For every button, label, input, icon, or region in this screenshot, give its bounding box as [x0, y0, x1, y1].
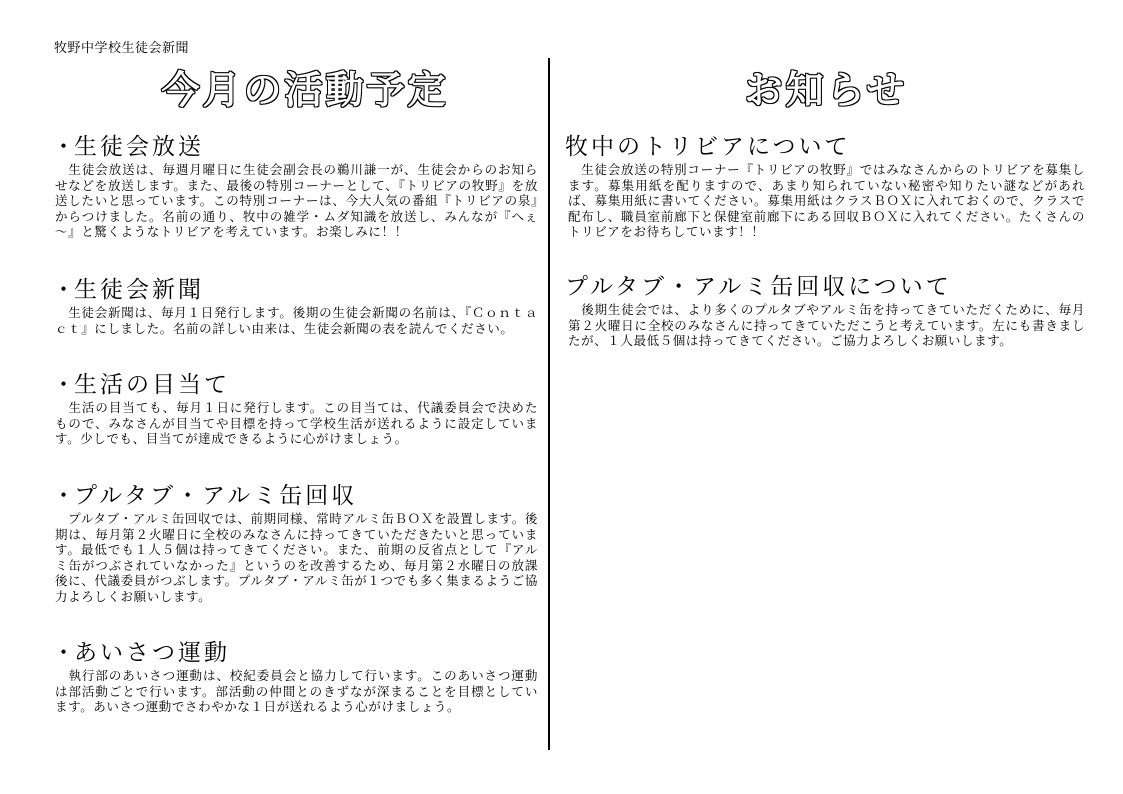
section-heading: ・生徒会新聞 — [52, 277, 204, 303]
section-heading: ・生活の目当て — [52, 372, 230, 398]
left-column — [52, 62, 538, 714]
section-body: 生徒会放送は、毎週月曜日に生徒会副会長の鵜川謙一が、生徒会からのお知らせなどを放送します。また、最後の特別コーナーとして、『トリビアの牧野』を放送したいと思っています。この特別コーナーは、今大人気の番組『トリビアの泉』からつけました。名前の通り、牧中の雑学・ムダ知識を放送し、みんなが『へぇ～』と驚くようなトリビアを考えています。お楽しみに！！ — [55, 162, 538, 239]
bullet: ・ — [52, 640, 78, 666]
section-heading: ・生徒会放送 — [52, 134, 204, 160]
right-column — [565, 62, 1087, 348]
bullet: ・ — [52, 483, 78, 509]
column-divider — [548, 58, 550, 750]
section-trivia — [565, 134, 1085, 240]
bullet: ・ — [52, 134, 78, 160]
section-heading: プルタブ・アルミ缶回収について — [565, 274, 952, 300]
section-body: 後期生徒会では、より多くのプルタブやアルミ缶を持ってきていただくために、毎月第２火曜日に全校のみなさんに持ってきていただこうと考えています。左にも書きましたが、１人最低５個は持ってきてください。ご協力よろしくお願いします。 — [568, 302, 1085, 348]
section-greeting-campaign — [52, 640, 538, 715]
section-body: 執行部のあいさつ運動は、校紀委員会と協力して行います。このあいさつ運動は部活動ごとで行います。部活動の仲間とのきずなが深まることを目標としています。あいさつ運動でさわやかな１日が送れるよう心がけましょう。 — [55, 668, 538, 714]
section-can-collection — [52, 483, 538, 604]
section-newspaper — [52, 277, 538, 336]
section-broadcast — [52, 134, 538, 240]
newspaper-masthead: 牧野中学校生徒会新聞 — [54, 41, 190, 56]
section-body: 生活の目当ても、毎月１日に発行します。この目当ては、代議委員会で決めたもので、みなさんが目当てや目標を持って学校生活が送れるように設定しています。少しでも、目当てが達成できるように心がけましょう。 — [55, 400, 538, 446]
left-column-title: 今月の活動予定 — [161, 68, 449, 112]
section-heading: ・あいさつ運動 — [52, 640, 230, 666]
section-heading: 牧中のトリビアについて — [565, 134, 851, 160]
section-can-collection-notice — [565, 274, 1085, 349]
section-life-goals — [52, 372, 538, 447]
section-body: プルタブ・アルミ缶回収では、前期同様、常時アルミ缶ＢＯＸを設置します。後期は、毎月第２火曜日に全校のみなさんに持ってきていただきたいと思っています。最低でも１人５個は持ってきてください。また、前期の反省点として『アルミ缶がつぶされていなかった』というのを改善するため、毎月第２水曜日の放課後に、代議委員がつぶします。プルタブ・アルミ缶が１つでも多く集まるようご協力よろしくお願いします。 — [55, 511, 538, 604]
bullet: ・ — [52, 277, 78, 303]
section-heading: ・プルタブ・アルミ缶回収 — [52, 483, 358, 509]
section-body: 生徒会放送の特別コーナー『トリビアの牧野』ではみなさんからのトリビアを募集します。募集用紙を配りますので、あまり知られていない秘密や知りたい謎などがあれば、募集用紙に書いてください。募集用紙はクラスＢＯＸに入れておくので、クラスで配布し、職員室前廊下と保健室前廊下にある回収ＢＯＸに入れてください。たくさんのトリビアをお待ちしています！！ — [568, 162, 1085, 239]
section-body: 生徒会新聞は、毎月１日発行します。後期の生徒会新聞の名前は、『Ｃｏｎｔａｃｔ』にしました。名前の詳しい由来は、生徒会新聞の表を読んでください。 — [55, 305, 538, 336]
bullet: ・ — [52, 372, 78, 398]
right-column-title: お知らせ — [744, 68, 908, 112]
